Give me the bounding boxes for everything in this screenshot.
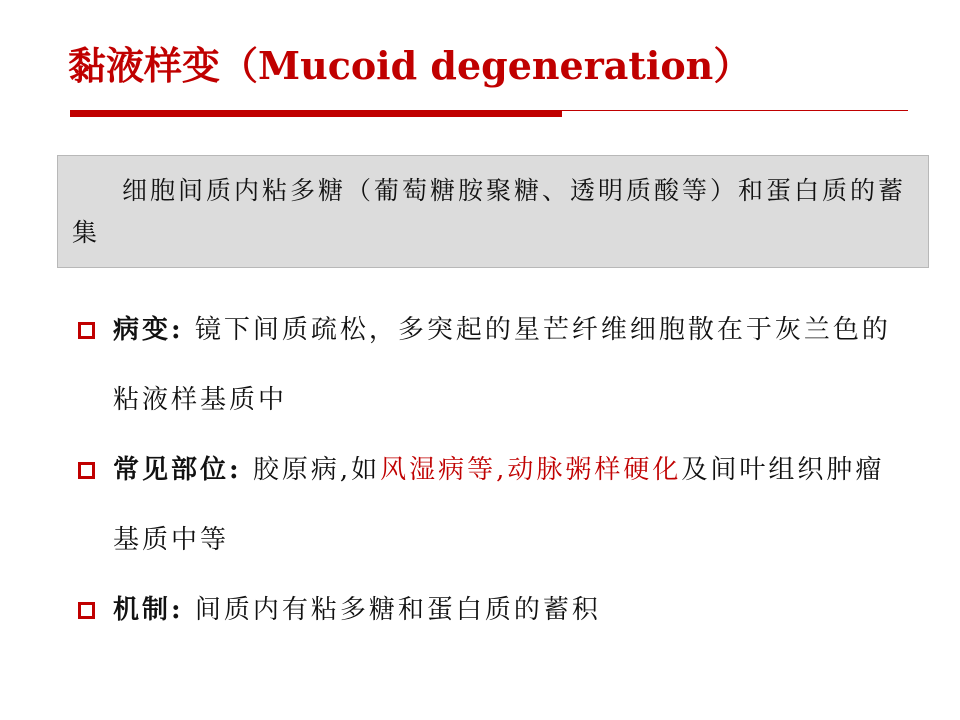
- slide-title: 黏液样变（Mucoid degeneration）: [68, 43, 752, 88]
- bullet-item-pathology: [0, 305, 960, 445]
- bullet-highlight: 风湿病等,动脉粥样硬化: [380, 455, 682, 485]
- bullet-body: 间质内有粘多糖和蛋白质的蓄积: [194, 595, 601, 625]
- bullet-text: [113, 295, 913, 435]
- bullet-body: 镜下间质疏松，多突起的星芒纤维细胞散在于灰兰色的粘液样基质中: [113, 315, 891, 415]
- bullet-label: 机制: [113, 595, 172, 625]
- hollow-square-bullet-icon: [78, 462, 95, 479]
- bullet-text: [113, 575, 913, 645]
- bullet-text: [113, 435, 913, 575]
- hollow-square-bullet-icon: [78, 322, 95, 339]
- bullet-body-before: 胶原病,如: [252, 455, 381, 485]
- bullet-separator: :: [171, 595, 184, 625]
- title-underline-accent: [70, 110, 562, 117]
- bullet-item-common-sites: [0, 445, 960, 585]
- bullet-item-mechanism: [0, 585, 960, 655]
- bullet-separator: :: [229, 455, 242, 485]
- bullet-separator: :: [171, 315, 184, 345]
- bullet-list: [0, 305, 960, 655]
- bullet-label: 常见部位: [113, 455, 230, 485]
- definition-text: 细胞间质内粘多糖（葡萄糖胺聚糖、透明质酸等）和蛋白质的蓄集: [72, 176, 907, 247]
- hollow-square-bullet-icon: [78, 602, 95, 619]
- definition-box: [57, 155, 929, 268]
- bullet-label: 病变: [113, 315, 172, 345]
- bullet-body-after: 及间叶组织肿瘤基质中等: [113, 455, 885, 555]
